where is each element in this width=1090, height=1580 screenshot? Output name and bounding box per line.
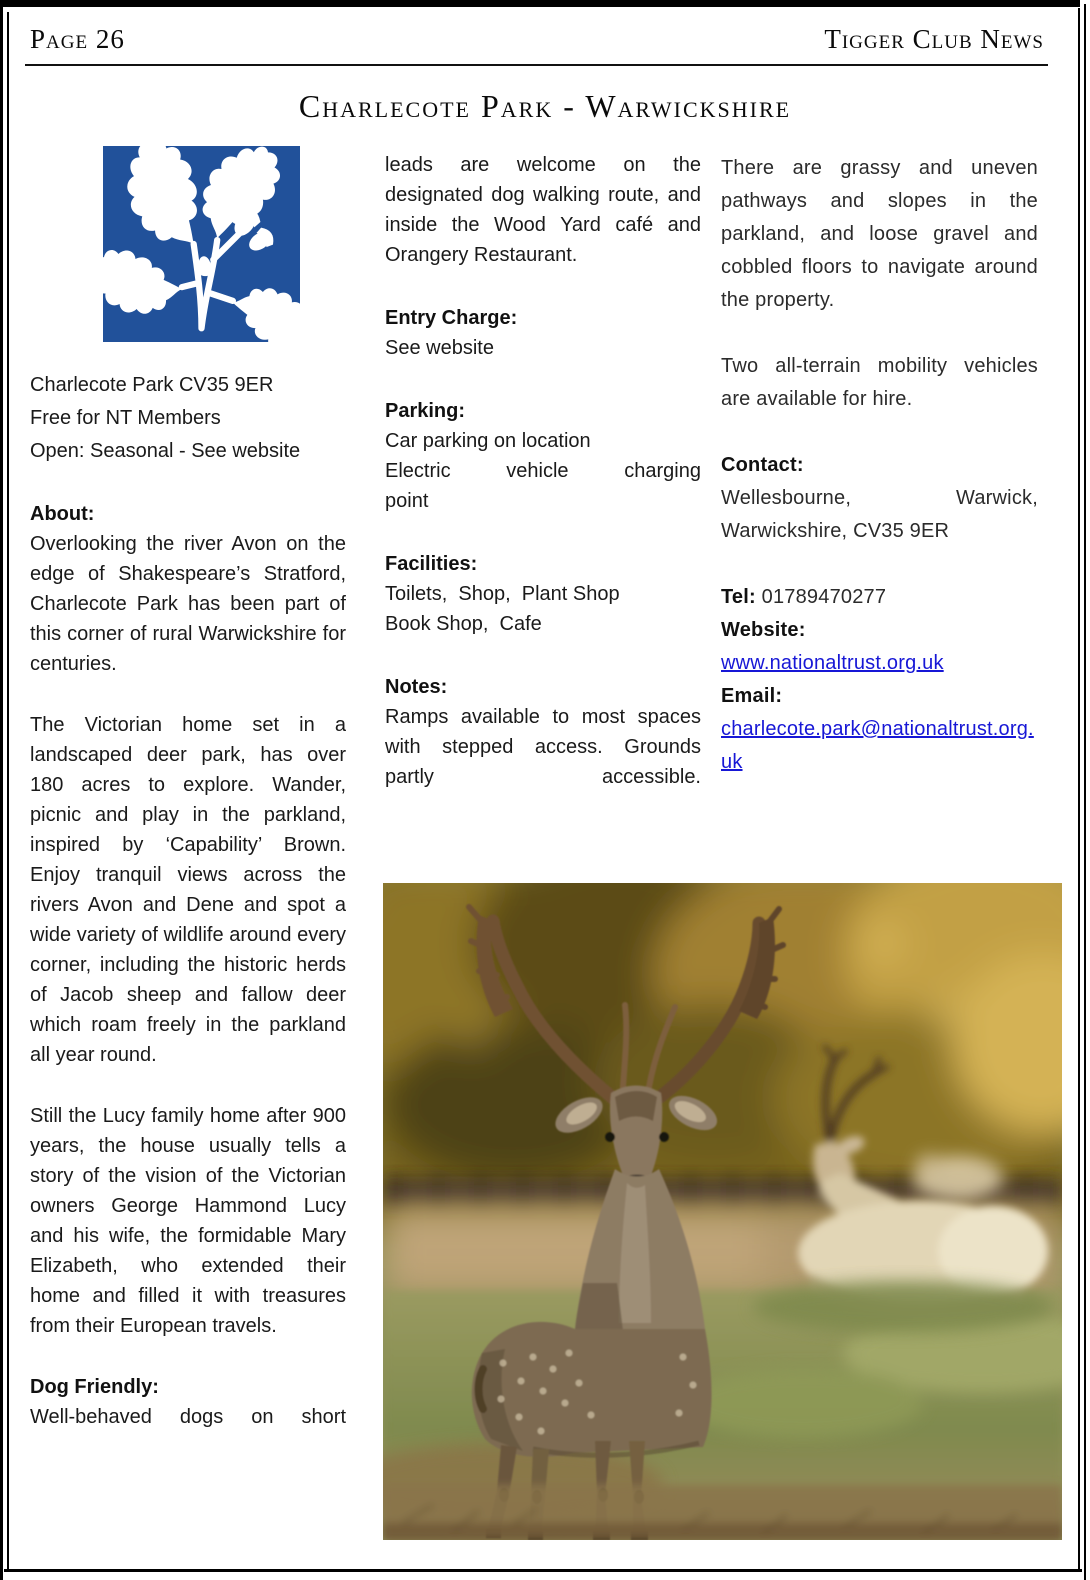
column-left [30,146,346,1463]
parking-line-1: Car parking on location [385,430,591,452]
contact-address: Wellesbourne, Warwick, Warwickshire, CV35 9ER [721,487,1038,542]
page-border-right-outer [1084,4,1086,1580]
dog-friendly-heading: Dog Friendly: [30,1376,159,1398]
park-name-postcode: Charlecote Park CV35 9ER [30,374,274,396]
deer-photo-illustration [383,883,1062,1540]
about-heading: About: [30,503,95,525]
access-paragraph-1: There are grassy and uneven pathways and slopes in the parkland, and loose gravel and cobbled floors to navigate around the property. [721,157,1038,311]
notes-text: Ramps available to most spaces with stepped access. Grounds partly accessible. [385,706,701,788]
page-border-left-outer [0,7,3,1580]
entry-charge-heading: Entry Charge: [385,307,518,329]
facilities-line-1: Toilets, Shop, Plant Shop [385,583,620,605]
opening-note: Open: Seasonal - See website [30,440,301,462]
header-divider [25,64,1048,66]
dog-friendly-line-1: Well-behaved dogs on short [30,1406,346,1428]
contact-section [721,449,1038,548]
page-border-bottom [4,1569,1082,1572]
notes-heading: Notes: [385,676,448,698]
park-info [30,369,346,468]
parking-line-2: Electric vehicle charging [385,460,701,482]
page-border-right-inner [1078,8,1080,1571]
column-right [721,152,1038,812]
page-border-left-inner [7,12,9,1571]
contact-heading: Contact: [721,454,804,476]
email-link[interactable]: charlecote.park@nationaltrust.org.uk [721,718,1034,773]
entry-charge-text: See website [385,337,494,359]
column-middle [385,150,701,825]
entry-charge-section [385,303,701,363]
dog-friendly-section [30,1372,346,1432]
national-trust-logo [103,146,300,342]
about-paragraph-3: Still the Lucy family home after 900 years, the house usually tells a story of the vision of the Victorian owners George Hammond Lucy and his wife, the formidable Mary Elizabeth, who extended their home and filled it with treasures from their European travels. [30,1105,346,1337]
about-section [30,499,346,679]
facilities-section [385,549,701,639]
parking-section [385,396,701,516]
parking-line-3: point [385,490,429,512]
dog-friendly-continuation: leads are welcome on the designated dog walking route, and inside the Wood Yard café and Orangery Restaurant. [385,154,701,266]
access-paragraph-2: Two all-terrain mobility vehicles are available for hire. [721,355,1038,410]
newsletter-name: Tigger Club News [824,24,1044,54]
page-border-top [0,0,1080,7]
telephone-line [721,581,1038,614]
facilities-heading: Facilities: [385,553,478,575]
notes-section [385,672,701,792]
oak-sprig-icon [103,146,300,342]
deer-photo [383,883,1062,1540]
tel-label: Tel: [721,586,756,608]
website-label: Website: [721,619,806,641]
tel-number: 01789470277 [761,586,887,608]
email-label: Email: [721,685,783,707]
about-paragraph-2: The Victorian home set in a landscaped deer park, has over 180 acres to explore. Wander, picnic and play in the parkland, inspired by ‘Capability’ Brown. Enjoy tranquil views across the rivers Avon and Dene and spot a wide variety of wildlife around every corner, including the historic herds of Jacob sheep and fallow deer which roam freely in the parkland all year round. [30,714,346,1066]
website-link[interactable]: www.nationaltrust.org.uk [721,652,944,674]
article-title: Charlecote Park - Warwickshire [298,88,792,124]
parking-heading: Parking: [385,400,466,422]
membership-note: Free for NT Members [30,407,221,429]
about-paragraph-1: Overlooking the river Avon on the edge of Shakespeare’s Stratford, Charlecote Park has been part of this corner of rural Warwickshire for centuries. [30,533,346,675]
page-number: Page 26 [30,24,125,54]
facilities-line-2: Book Shop, Cafe [385,613,542,635]
contact-details [721,581,1038,779]
